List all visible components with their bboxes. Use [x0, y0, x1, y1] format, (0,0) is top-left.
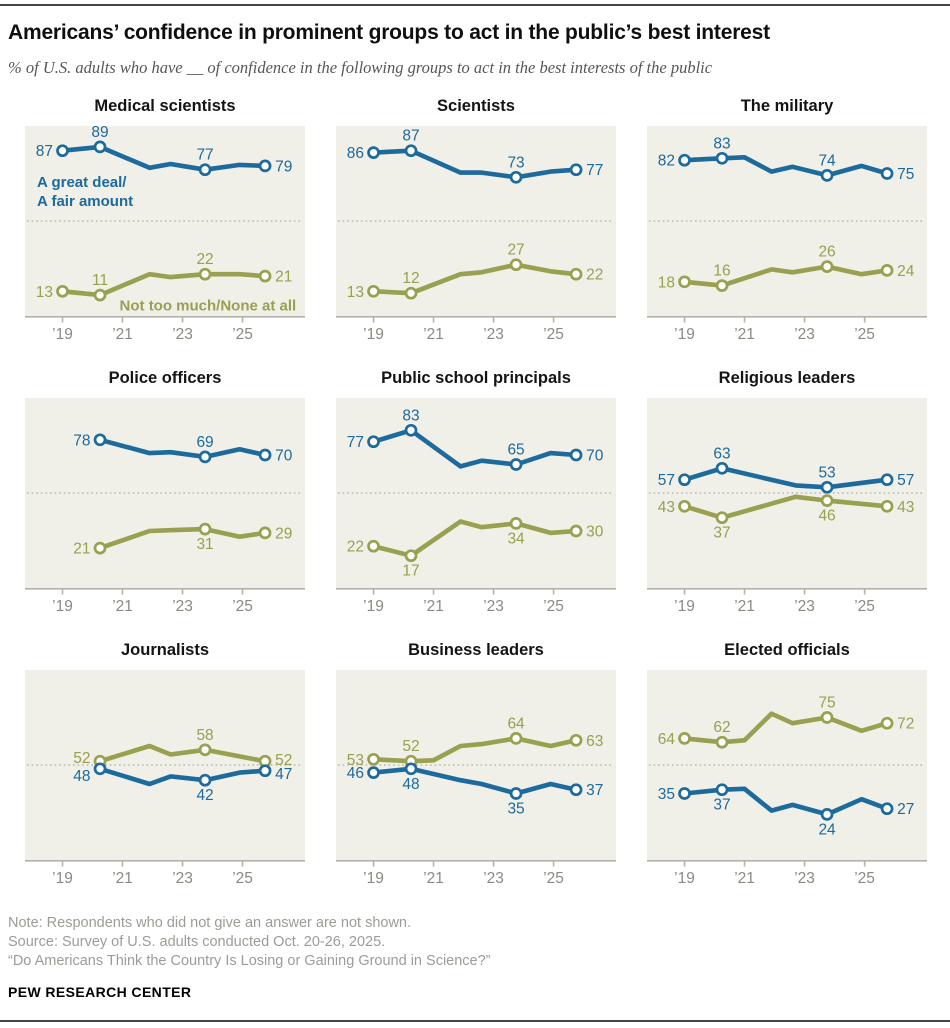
svg-text:’21: ’21: [112, 326, 133, 343]
svg-text:’25: ’25: [854, 870, 875, 887]
svg-text:’23: ’23: [794, 598, 815, 615]
svg-text:18: 18: [657, 274, 676, 292]
panel-chart: [25, 398, 305, 618]
svg-text:’21: ’21: [734, 326, 755, 343]
panel-chart: [25, 126, 305, 346]
svg-text:’25: ’25: [854, 326, 875, 343]
svg-text:24: 24: [897, 262, 915, 280]
svg-text:46: 46: [818, 507, 836, 525]
svg-text:’21: ’21: [423, 326, 444, 343]
svg-text:’19: ’19: [674, 326, 695, 343]
svg-text:73: 73: [507, 154, 525, 172]
header: [0, 21, 950, 78]
chart-panel-scientists: [336, 97, 616, 346]
svg-text:79: 79: [275, 158, 293, 176]
svg-text:’25: ’25: [854, 598, 875, 615]
svg-text:16: 16: [713, 262, 731, 280]
svg-text:72: 72: [897, 715, 915, 733]
svg-text:77: 77: [346, 434, 365, 452]
svg-text:’19: ’19: [674, 870, 695, 887]
svg-text:77: 77: [586, 162, 604, 180]
svg-text:31: 31: [196, 536, 214, 554]
svg-text:70: 70: [275, 447, 293, 465]
page-title: Americans’ confidence in prominent groups to act in the public’s best interest: [8, 21, 770, 44]
panel-chart: [336, 398, 616, 618]
svg-text:’19: ’19: [52, 326, 73, 343]
svg-text:13: 13: [35, 283, 54, 301]
report-link-line: “Do Americans Think the Country Is Losing or Gaining Ground in Science?”: [8, 953, 491, 969]
svg-text:52: 52: [73, 750, 91, 768]
svg-text:’21: ’21: [112, 870, 133, 887]
svg-text:’19: ’19: [363, 870, 384, 887]
svg-text:A fair amount: A fair amount: [37, 193, 134, 211]
panel-chart: [647, 670, 927, 890]
svg-text:77: 77: [196, 146, 214, 164]
svg-text:87: 87: [35, 143, 54, 161]
svg-text:’25: ’25: [232, 326, 253, 343]
svg-text:’21: ’21: [112, 598, 133, 615]
svg-text:63: 63: [586, 732, 604, 750]
svg-text:’25: ’25: [543, 326, 564, 343]
panel-title: Journalists: [120, 641, 210, 659]
svg-text:48: 48: [73, 767, 91, 785]
svg-text:35: 35: [657, 786, 676, 803]
svg-text:24: 24: [818, 821, 836, 839]
svg-text:’23: ’23: [794, 870, 815, 887]
svg-text:52: 52: [275, 752, 293, 770]
svg-text:A great deal/: A great deal/: [37, 174, 127, 192]
svg-text:’19: ’19: [52, 598, 73, 615]
chart-panel-public-school-principals: [336, 369, 616, 618]
svg-text:83: 83: [713, 135, 731, 153]
svg-text:57: 57: [657, 472, 676, 490]
svg-text:29: 29: [275, 525, 293, 543]
svg-text:’21: ’21: [734, 870, 755, 887]
svg-text:48: 48: [402, 775, 420, 793]
chart-panel-the-military: [647, 97, 927, 346]
svg-text:63: 63: [713, 445, 731, 463]
note-line: Note: Respondents who did not give an answer are not shown.: [8, 915, 412, 931]
svg-text:37: 37: [586, 782, 604, 800]
svg-text:’23: ’23: [172, 870, 193, 887]
svg-text:22: 22: [196, 251, 214, 269]
svg-text:’23: ’23: [172, 326, 193, 343]
svg-text:43: 43: [657, 498, 676, 516]
panel-chart: [25, 670, 305, 890]
svg-text:13: 13: [346, 283, 365, 301]
svg-text:12: 12: [402, 270, 420, 288]
svg-text:35: 35: [507, 800, 525, 818]
svg-text:22: 22: [346, 538, 365, 556]
svg-text:42: 42: [196, 787, 214, 805]
footer: [0, 914, 950, 1000]
chart-panel-business-leaders: [336, 641, 616, 890]
panel-title: Business leaders: [408, 641, 544, 659]
panel-chart: [647, 126, 927, 346]
svg-text:89: 89: [91, 126, 109, 141]
bottom-rule: [0, 1020, 950, 1022]
panel-title: Elected officials: [724, 641, 850, 659]
svg-text:’19: ’19: [674, 598, 695, 615]
svg-text:21: 21: [275, 268, 293, 286]
svg-text:78: 78: [73, 432, 91, 450]
svg-text:62: 62: [713, 719, 731, 737]
svg-text:’23: ’23: [794, 326, 815, 343]
svg-text:Not too much/None at all: Not too much/None at all: [119, 297, 297, 315]
svg-text:58: 58: [196, 726, 214, 744]
chart-panel-religious-leaders: [647, 369, 927, 618]
svg-text:21: 21: [73, 540, 91, 558]
svg-text:11: 11: [91, 272, 109, 290]
svg-text:27: 27: [507, 241, 525, 259]
svg-text:74: 74: [818, 152, 836, 170]
svg-text:37: 37: [713, 524, 731, 542]
svg-text:’25: ’25: [232, 598, 253, 615]
svg-text:57: 57: [897, 472, 915, 490]
panel-title: Religious leaders: [718, 369, 856, 387]
svg-text:26: 26: [818, 243, 836, 261]
svg-text:’19: ’19: [363, 598, 384, 615]
svg-text:’23: ’23: [483, 870, 504, 887]
page-subtitle: % of U.S. adults who have __ of confidence in the following groups to act in the best interests of the public: [8, 58, 713, 77]
svg-text:34: 34: [507, 530, 525, 548]
panel-chart: [336, 670, 616, 890]
svg-text:53: 53: [818, 464, 836, 482]
svg-text:30: 30: [586, 523, 604, 541]
svg-text:’25: ’25: [543, 598, 564, 615]
svg-text:’23: ’23: [483, 326, 504, 343]
svg-text:’23: ’23: [172, 598, 193, 615]
svg-text:69: 69: [196, 433, 214, 451]
svg-text:’21: ’21: [734, 598, 755, 615]
panel-title: Medical scientists: [94, 97, 236, 115]
svg-text:87: 87: [402, 127, 420, 145]
svg-text:’21: ’21: [423, 870, 444, 887]
svg-text:17: 17: [402, 562, 420, 580]
svg-text:27: 27: [897, 801, 915, 819]
panel-title: Scientists: [437, 97, 515, 115]
chart-panel-police-officers: [25, 369, 305, 618]
svg-text:37: 37: [713, 796, 731, 814]
svg-text:’21: ’21: [423, 598, 444, 615]
svg-text:86: 86: [346, 145, 365, 163]
panel-chart: [336, 126, 616, 346]
panel-title: The military: [740, 97, 834, 115]
svg-text:’25: ’25: [232, 870, 253, 887]
svg-text:75: 75: [897, 166, 915, 183]
chart-panel-medical-scientists: [25, 97, 305, 346]
chart-panel-journalists: [25, 641, 305, 890]
chart-panel-elected-officials: [647, 641, 927, 890]
svg-text:43: 43: [897, 498, 915, 516]
svg-text:’23: ’23: [483, 598, 504, 615]
svg-text:47: 47: [275, 766, 293, 784]
svg-text:’19: ’19: [52, 870, 73, 887]
panel-title: Public school principals: [381, 369, 571, 387]
svg-text:70: 70: [586, 447, 604, 465]
svg-text:75: 75: [818, 694, 836, 712]
svg-text:46: 46: [346, 765, 365, 783]
svg-text:’19: ’19: [363, 326, 384, 343]
svg-text:83: 83: [402, 407, 420, 425]
panel-chart: [647, 398, 927, 618]
brand: PEW RESEARCH CENTER: [8, 984, 192, 1000]
svg-text:22: 22: [586, 266, 604, 284]
svg-text:’25: ’25: [543, 870, 564, 887]
panel-title: Police officers: [108, 369, 222, 387]
source-line: Source: Survey of U.S. adults conducted Oct. 20-26, 2025.: [8, 934, 386, 950]
svg-text:64: 64: [657, 730, 676, 748]
svg-text:82: 82: [657, 152, 676, 170]
svg-text:65: 65: [507, 441, 525, 459]
svg-text:64: 64: [507, 715, 525, 733]
svg-text:53: 53: [346, 751, 365, 769]
charts-grid: [0, 97, 950, 890]
top-rule: [0, 4, 950, 6]
svg-text:52: 52: [402, 738, 420, 756]
